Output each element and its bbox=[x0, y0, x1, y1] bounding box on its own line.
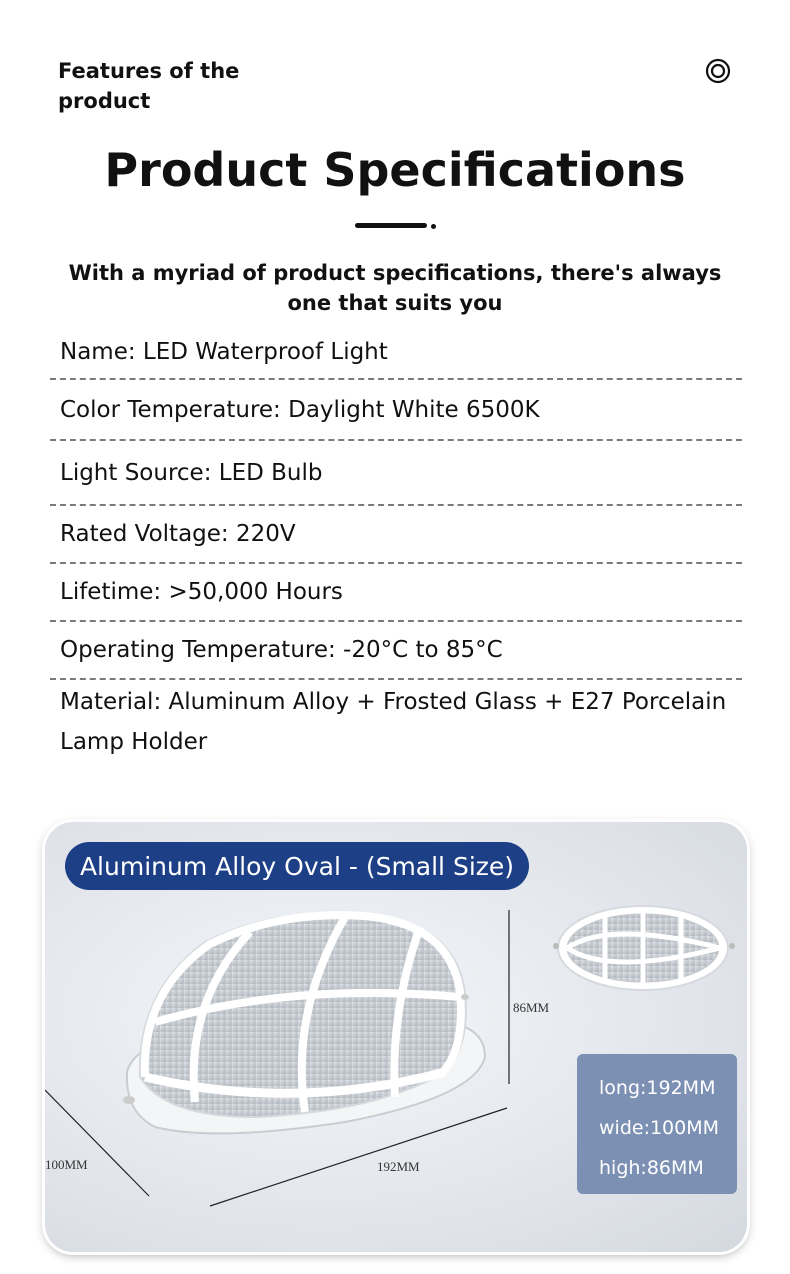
product-card bbox=[45, 822, 747, 1252]
dimension-long: long:192MM bbox=[599, 1077, 716, 1099]
variant-label-pill: Aluminum Alloy Oval - (Small Size) bbox=[65, 842, 529, 890]
spec-color-temperature: Color Temperature: Daylight White 6500K bbox=[50, 380, 742, 441]
title-underline bbox=[355, 223, 427, 228]
features-label: Features of the product bbox=[58, 59, 240, 113]
spec-name: Name: LED Waterproof Light bbox=[50, 326, 742, 380]
spec-list bbox=[50, 326, 742, 770]
width-dimension-label: 100MM bbox=[45, 1157, 88, 1172]
page-title: Product Specifications bbox=[104, 143, 686, 197]
spec-light-source: Light Source: LED Bulb bbox=[50, 441, 742, 506]
dimension-high: high:86MM bbox=[599, 1157, 704, 1179]
spec-material: Material: Aluminum Alloy + Frosted Glass + E27 Porcelain Lamp Holder bbox=[60, 689, 727, 755]
target-icon bbox=[705, 58, 731, 84]
page-subtitle: With a myriad of product specifications, there's always one that suits you bbox=[68, 261, 722, 315]
spec-lifetime: Lifetime: >50,000 Hours bbox=[50, 564, 742, 622]
dimensions-box bbox=[577, 1054, 737, 1194]
spec-rated-voltage: Rated Voltage: 220V bbox=[50, 506, 742, 564]
length-dimension-label: 192MM bbox=[377, 1159, 420, 1174]
dimension-wide: wide:100MM bbox=[599, 1117, 720, 1139]
spec-operating-temperature: Operating Temperature: -20°C to 85°C bbox=[50, 622, 742, 680]
height-dimension-label: 86MM bbox=[513, 1000, 550, 1015]
lamp-top-view-image bbox=[550, 900, 740, 1000]
title-underline-dot bbox=[431, 224, 436, 229]
